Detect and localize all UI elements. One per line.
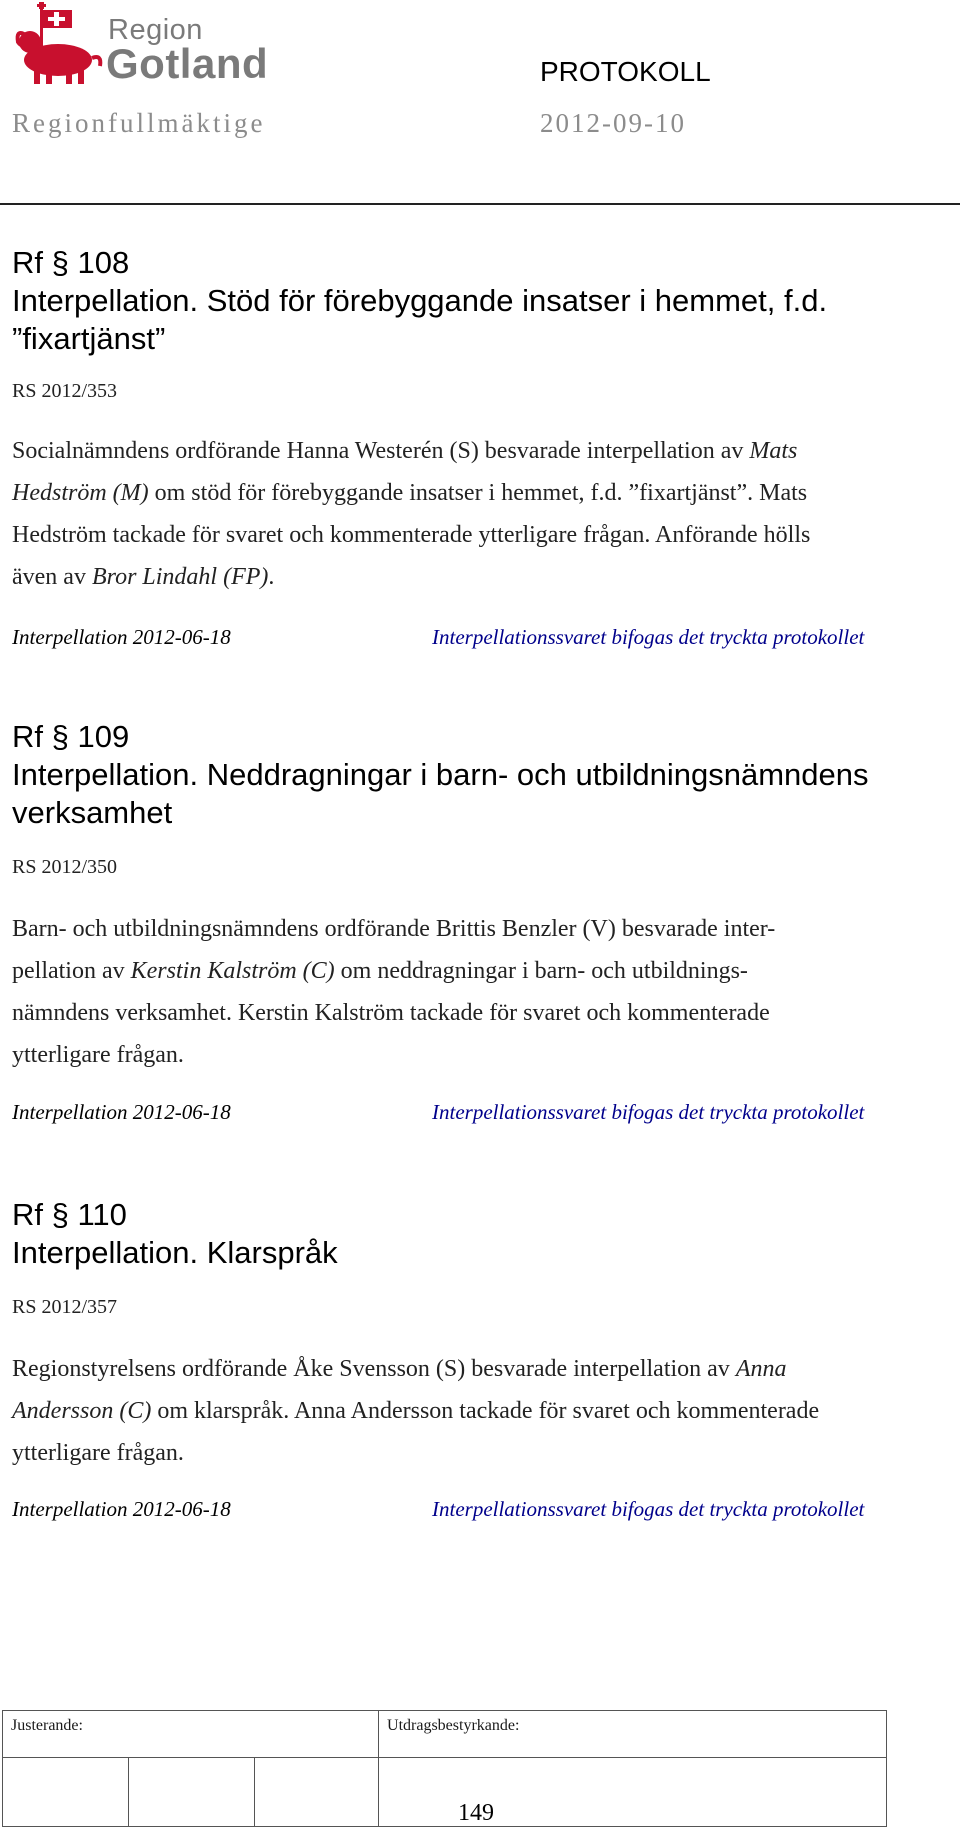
section-108-body (12, 430, 947, 598)
person-name: Hedström (M) (12, 480, 149, 506)
section-heading-cont: ”fixartjänst” (12, 321, 166, 356)
section-number: Rf § 110 (12, 1197, 127, 1232)
section-110-body (12, 1348, 947, 1474)
person-name: Andersson (C) (12, 1398, 152, 1424)
body-text: ytterligare frågan. (12, 1042, 184, 1068)
signature-cell (3, 1758, 129, 1827)
meeting-date: 2012-09-10 (540, 108, 686, 138)
document-type: PROTOKOLL (540, 56, 711, 87)
body-text: Barn- och utbildningsnämndens ordförande Brittis Benzler (V) besvarade inter- (12, 916, 776, 942)
body-text: om neddragningar i barn- och utbildnings- (334, 958, 748, 984)
logo-text-region: Region (108, 14, 203, 46)
body-text: även av (12, 564, 92, 590)
body-text: Socialnämndens ordförande Hanna Westerén (S) besvarade interpellation av (12, 438, 750, 464)
case-reference: RS 2012/350 (12, 856, 118, 878)
justerande-label: Justerande: (3, 1711, 379, 1758)
ram-emblem-icon (10, 2, 110, 86)
person-name: Bror Lindahl (FP) (91, 564, 269, 590)
organization-name: Regionfullmäktige (12, 108, 266, 138)
section-heading: Interpellation. Stöd för förebyggande insatser i hemmet, f.d. (12, 283, 828, 318)
page-number: 149 (458, 1800, 494, 1826)
signature-cell (255, 1758, 379, 1827)
section-110-title (12, 1196, 942, 1272)
section-heading-cont: verksamhet (12, 795, 173, 830)
person-name: Kerstin Kalström (C) (130, 958, 335, 984)
section-109-title (12, 718, 942, 832)
case-reference: RS 2012/357 (12, 1296, 118, 1318)
body-text: nämndens verksamhet. Kerstin Kalström tackade för svaret och kommenterade (12, 1000, 770, 1026)
attachment-note-link[interactable]: Interpellationssvaret bifogas det tryckta protokollet (432, 1497, 865, 1521)
signature-table (2, 1710, 887, 1827)
person-name: Anna (735, 1356, 787, 1382)
section-number: Rf § 108 (12, 245, 130, 280)
body-text: Regionstyrelsens ordförande Åke Svensson (S) besvarade interpellation av (12, 1356, 736, 1382)
attachment-note-link[interactable]: Interpellationssvaret bifogas det tryckta protokollet (432, 625, 865, 649)
person-name: Mats (749, 438, 798, 464)
interpellation-date: Interpellation 2012-06-18 (12, 1100, 231, 1124)
section-109-body (12, 908, 947, 1076)
signature-cell (379, 1758, 887, 1827)
case-reference: RS 2012/353 (12, 380, 118, 402)
body-text: pellation av (12, 958, 131, 984)
section-heading: Interpellation. Neddragningar i barn- och utbildningsnämndens (12, 757, 869, 792)
attachment-note-link[interactable]: Interpellationssvaret bifogas det tryckta protokollet (432, 1100, 865, 1124)
section-108-title (12, 244, 942, 358)
logo-text-gotland: Gotland (106, 40, 269, 87)
body-text: ytterligare frågan. (12, 1440, 184, 1466)
body-text: Hedström tackade för svaret och kommenterade ytterligare frågan. Anförande hölls (12, 522, 811, 548)
interpellation-date: Interpellation 2012-06-18 (12, 625, 231, 649)
signature-cell (129, 1758, 255, 1827)
section-heading: Interpellation. Klarspråk (12, 1235, 338, 1270)
body-text: . (268, 564, 275, 590)
body-text: om stöd för förebyggande insatser i hemmet, f.d. ”fixartjänst”. Mats (148, 480, 808, 506)
header-divider (0, 203, 960, 205)
section-number: Rf § 109 (12, 719, 130, 754)
utdragsbestyrkande-label: Utdragsbestyrkande: (379, 1711, 887, 1758)
interpellation-date: Interpellation 2012-06-18 (12, 1497, 231, 1521)
body-text: om klarspråk. Anna Andersson tackade för svaret och kommenterade (151, 1398, 820, 1424)
